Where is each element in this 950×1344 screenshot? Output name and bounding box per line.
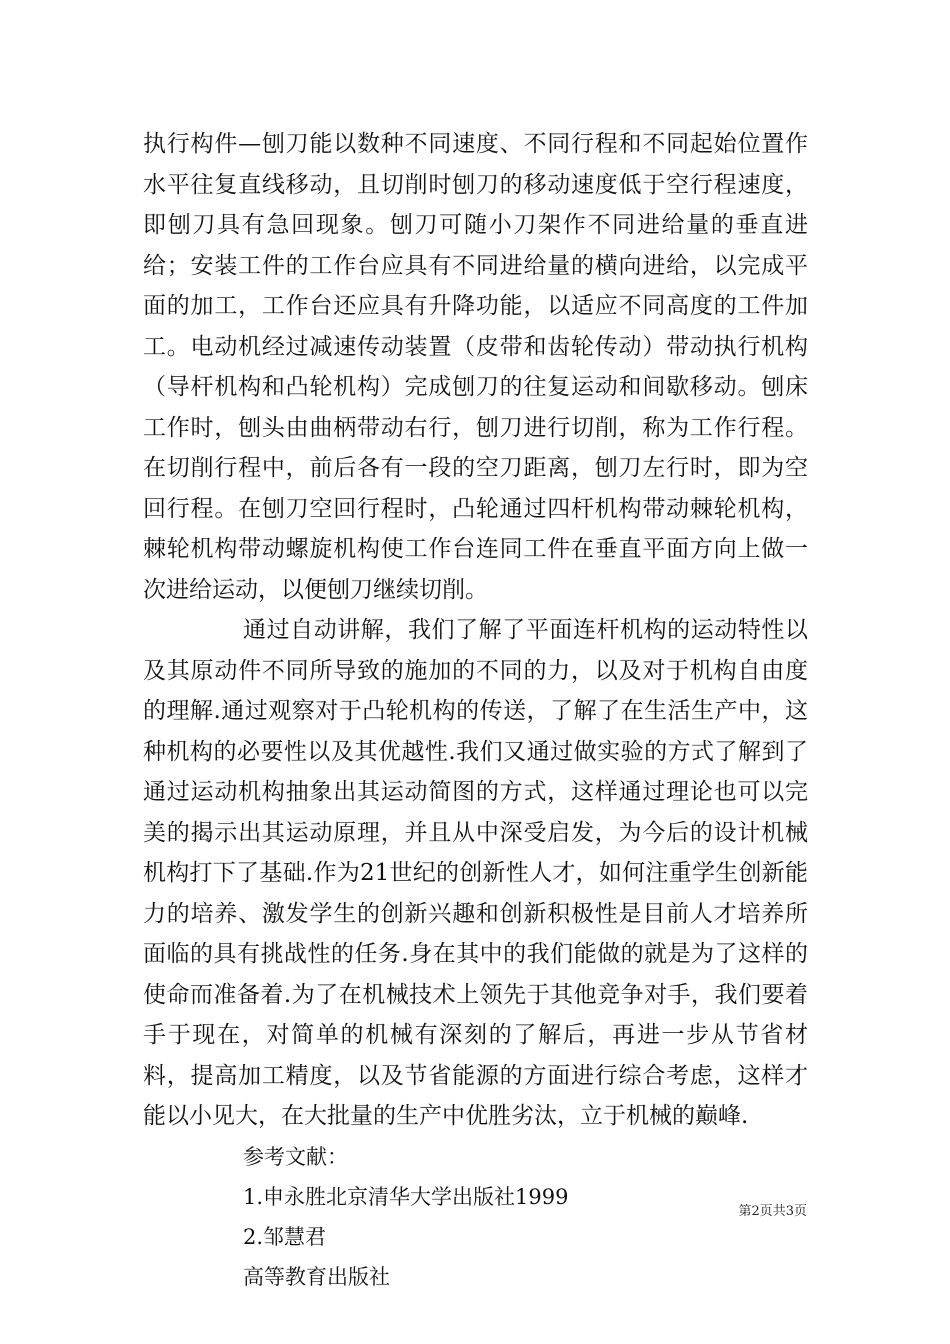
reference-item: 高等教育出版社: [243, 1264, 390, 1289]
page-body: [143, 124, 808, 1297]
reference-item: 2.邹慧君: [243, 1224, 327, 1249]
references-list: [143, 1177, 808, 1297]
references-title: 参考文献：: [243, 1144, 348, 1169]
body-paragraph-2: 通过自动讲解，我们了解了平面连杆机构的运动特性以及其原动件不同所导致的施加的不同的力，以及对于机构自由度的理解.通过观察对于凸轮机构的传送，了解了在生活生产中，这种机构的必要性以及其优越性.我们又通过做实验的方式了解到了通过运动机构抽象出其运动简图的方式，这样通过理论也可以完美的揭示出其运动原理，并且从中深受启发，为今后的设计机械机构打下了基础.作为21世纪的创新性人才，如何注重学生创新能力的培养、激发学生的创新兴趣和创新积极性是目前人才培养所面临的具有挑战性的任务.身在其中的我们能做的就是为了这样的使命而准备着.为了在机械技术上领先于其他竞争对手，我们要着手于现在，对简单的机械有深刻的了解后，再进一步从节省材料，提高加工精度，以及节省能源的方面进行综合考虑，这样才能以小见大，在大批量的生产中优胜劣汰，立于机械的巅峰.: [143, 617, 808, 1129]
page-number-footer: 第2页共3页: [738, 1204, 807, 1219]
reference-item: 1.申永胜北京清华大学出版社1999: [243, 1184, 569, 1209]
body-paragraph-1: 执行构件—刨刀能以数种不同速度、不同行程和不同起始位置作水平往复直线移动，且切削时刨刀的移动速度低于空行程速度，即刨刀具有急回现象。刨刀可随小刀架作不同进给量的垂直进给；安装工件的工作台应具有不同进给量的横向进给，以完成平面的加工，工作台还应具有升降功能，以适应不同高度的工件加工。电动机经过减速传动装置（皮带和齿轮传动）带动执行机构（导杆机构和凸轮机构）完成刨刀的往复运动和间歇移动。刨床工作时，刨头由曲柄带动右行，刨刀进行切削，称为工作行程。在切削行程中，前后各有一段的空刀距离，刨刀左行时，即为空回行程。在刨刀空回行程时，凸轮通过四杆机构带动棘轮机构，棘轮机构带动螺旋机构使工作台连同工件在垂直平面方向上做一次进给运动，以便刨刀继续切削。: [143, 131, 808, 603]
